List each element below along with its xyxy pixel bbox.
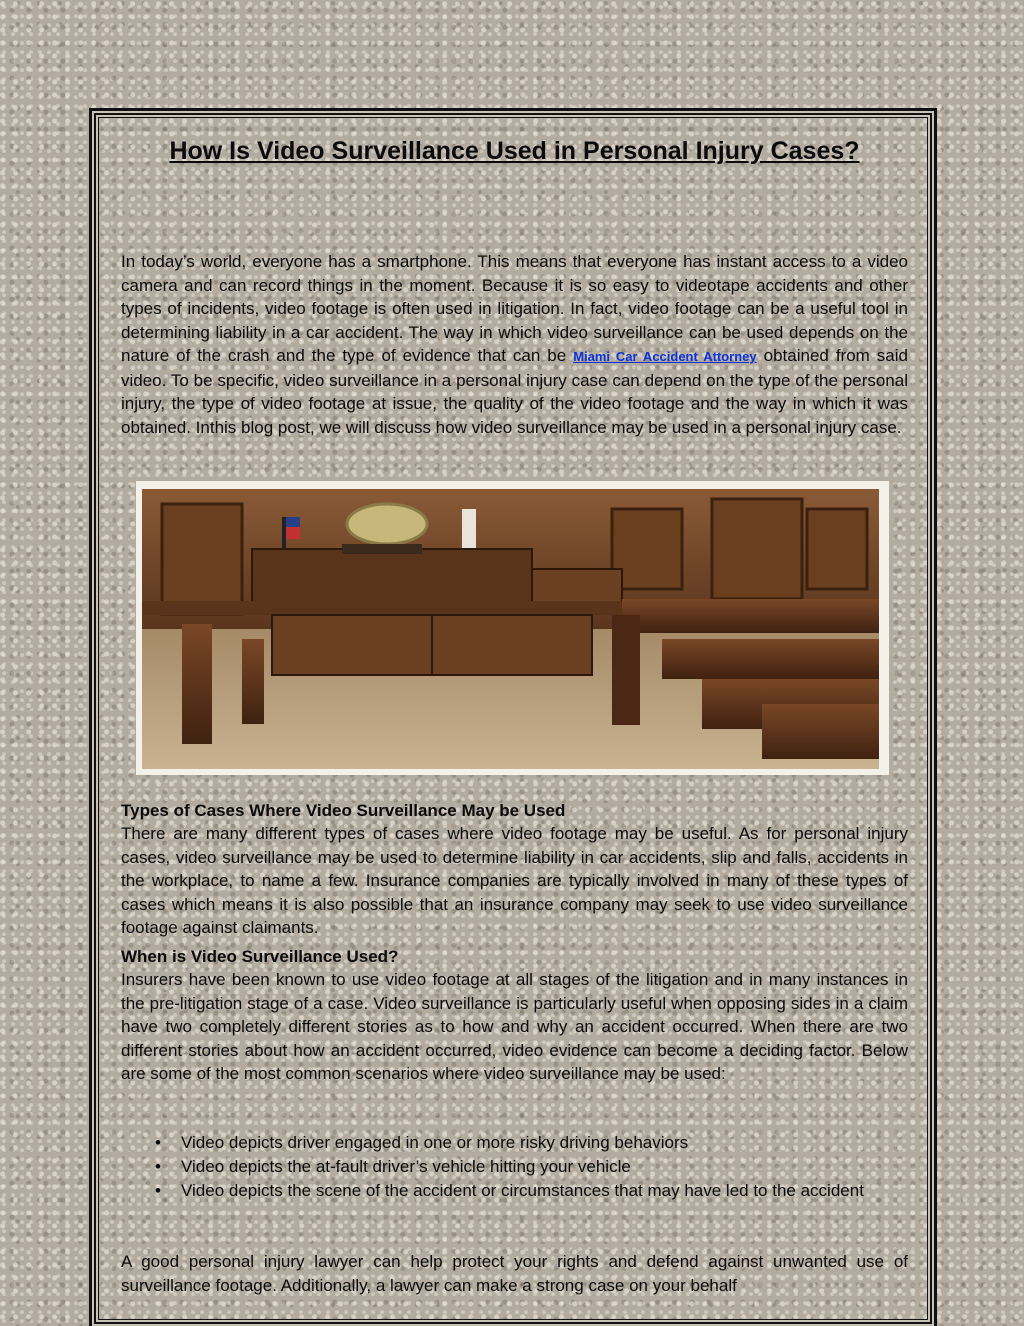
courtroom-photo	[136, 481, 889, 775]
courtroom-image	[142, 489, 879, 769]
intro-text-before-link: In today’s world, everyone has a smartphone. This means that everyone has instant access to a video camera and can record things in the moment. Because it is so easy to videotape accidents and other types of incidents, video footage is often used in litigation. In fact, video footage can be a useful tool in determining liability in a car accident. The way in which video surveillance can be used depends on the nature of the crash and the type of evidence that can be	[121, 252, 908, 365]
intro-paragraph	[121, 250, 908, 439]
section-when-used	[121, 946, 908, 1086]
list-item: • Video depicts driver engaged in one or more risky driving behaviors	[121, 1131, 908, 1155]
intro-text-after-link: obtained from said video. To be specific, video surveillance in a personal injury case can depend on the type of the personal injury, the type of video footage at issue, the quality of the video footage and the way in which it was obtained. Inthis blog post, we will discuss how video surveillance may be used in a personal injury case.	[121, 346, 908, 437]
section1-heading: Types of Cases Where Video Surveillance May be Used	[121, 801, 566, 820]
attorney-link[interactable]: Miami Car Accident Attorney	[573, 349, 757, 364]
bullet-icon: •	[155, 1157, 161, 1176]
article-title: How Is Video Surveillance Used in Personal Injury Cases?	[169, 137, 860, 165]
bullet-icon: •	[155, 1133, 161, 1152]
scenario-list	[121, 1131, 908, 1203]
section-case-types	[121, 800, 908, 940]
section2-heading: When is Video Surveillance Used?	[121, 947, 399, 966]
bullet-icon: •	[155, 1181, 161, 1200]
scenario-list-wrapper	[121, 1131, 908, 1203]
list-item: • Video depicts the at-fault driver’s vehicle hitting your vehicle	[121, 1155, 908, 1179]
closing-paragraph: A good personal injury lawyer can help protect your rights and defend against unwanted use of surveillance footage. Additionally, a lawyer can make a strong case on your behalf	[121, 1252, 908, 1295]
section-closing	[121, 1250, 908, 1297]
article-top	[121, 135, 908, 439]
section2-paragraph: Insurers have been known to use video footage at all stages of the litigation and in many instances in the pre-litigation stage of a case. Video surveillance is particularly useful when opposing sides in a claim have two completely different stories as to how and why an accident occurred. When there are two different stories about how an accident occurred, video evidence can become a deciding factor. Below are some of the most common scenarios where video surveillance may be used:	[121, 970, 908, 1083]
section1-paragraph: There are many different types of cases where video footage may be useful. As for personal injury cases, video surveillance may be used to determine liability in car accidents, slip and falls, accidents in the workplace, to name a few. Insurance companies are typically involved in many of these types of cases which means it is also possible that an insurance company may seek to use video surveillance footage against claimants.	[121, 824, 908, 937]
list-item: • Video depicts the scene of the accident or circumstances that may have led to the accident	[121, 1179, 908, 1203]
